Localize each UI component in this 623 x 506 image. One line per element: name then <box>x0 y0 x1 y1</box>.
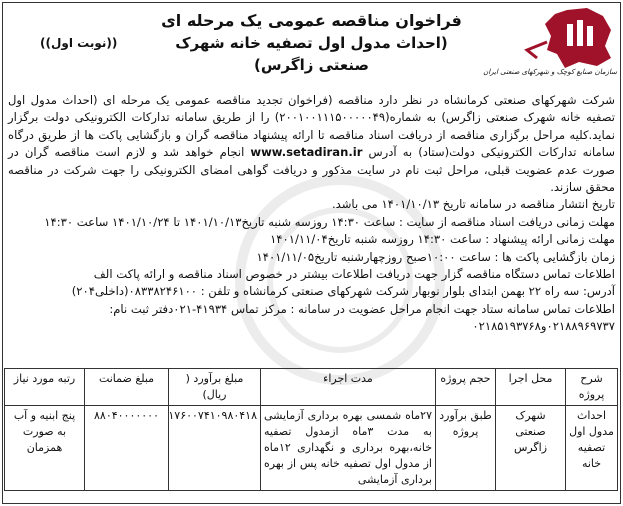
cell-estimate: ۱۷۶۰۰۷۴۱۰۹۸۰۴۱۸ <box>169 406 261 491</box>
logo-caption: سازمان صنایع کوچک و شهرکهای صنعتی ایران <box>483 68 617 76</box>
body-line-phone-numbers: ۰۲۱۸۸۹۶۹۷۳۷و۰۲۱۸۵۱۹۳۷۶۸ <box>472 319 615 334</box>
cell-location: شهرک صنعتی زاگرس <box>496 406 566 491</box>
intro-text-1: شرکت شهرکهای صنعتی کرمانشاه در نظر دارد مناقصه (فراخوان تجدید مناقصه عمومی یک مرحله ای (احداث مدول اول تصفیه خانه شهرک صنعتی زاگرس) به شماره(۲۰۰۱۰۰۱۱۱۵۰۰۰۰۰۴۹) را از طریق سامانه تدارکات الکترونیکی دولت برگزار نماید.کلیه مراحل برگزاری مناقصه از دریافت اسناد مناقصه تا ارائه پیشنهاد مناقصه گران و بازگشایی پاکت ها از طریق درگاه سامانه تدارکات الکترونیکی دولت(ستاد) به آدرس <box>8 93 616 160</box>
table-header-row <box>5 369 618 406</box>
intro-text-2: انجام خواهد شد و لازم است مناقصه گران در صورت عدم عضویت قبلی، مراحل ثبت نام در سایت مذکور و دریافت گواهی امضای الکترونیکی را جهت شرکت در مناقصه محقق سازند. <box>8 145 615 195</box>
organization-logo <box>483 6 617 84</box>
notice-body <box>8 92 615 336</box>
title-line-2: (احداث مدول اول تصفیه خانه شهرک صنعتی زاگرس) <box>175 34 448 74</box>
body-line-setad-contact: اطلاعات تماس سامانه ستاد جهت انجام مراحل عضویت در سامانه : مرکز تماس ۴۱۹۳۴-۰۲۱دفتر ثبت نام: <box>109 301 615 316</box>
setad-website-link[interactable]: www.setadiran.ir <box>250 145 363 160</box>
col-header-guarantee: مبلغ ضمانت <box>85 369 169 406</box>
body-line-opening-time: زمان بازگشایی پاکت ها : ساعت ۱۰:۰۰صبح روزچهارشنبه تاریخ۱۴۰۱/۱۱/۰۵ <box>256 249 615 264</box>
intro-paragraph <box>8 92 615 196</box>
tender-table <box>4 368 618 491</box>
round-label: ((نوبت اول)) <box>40 36 118 50</box>
col-header-estimate: مبلغ برآورد ( ریال) <box>169 369 261 406</box>
col-header-description: شرح پروژه <box>566 369 618 406</box>
body-line-contact-info: اطلاعات تماس دستگاه مناقصه گزار جهت دریافت اطلاعات بیشتر در خصوص اسناد مناقصه و ارائه پاکت الف <box>93 267 615 282</box>
body-line-docs-deadline: مهلت زمانی دریافت اسناد مناقصه از سایت : ساعت ۱۴:۳۰ روزسه شنبه تاریخ۱۴۰۱/۱۰/۱۳ تا ۱۴۰۱/۱۰/۲۴ ساعت ۱۴:۳۰ <box>44 214 615 229</box>
body-line-address: آدرس: سه راه ۲۲ بهمن ابتدای بلوار نوبهار شرکت شهرکهای صنعتی کرمانشاه و تلفن : ۰۸۳۳۸۲۴۶۱۰۰(داخلی۲۰۴) <box>71 284 615 299</box>
body-line-offer-deadline: مهلت زمانی ارائه پیشنهاد : ساعت ۱۴:۳۰ روزسه شنبه تاریخ۱۴۰۱/۱۱/۰۴ <box>270 232 615 247</box>
body-line-publish-date: تاریخ انتشار مناقصه در سامانه تاریخ ۱۴۰۱/۱۰/۱۳ می باشد. <box>331 197 615 212</box>
notice-title <box>150 10 473 76</box>
cell-duration: ۲۷ماه شمسی بهره برداری آزمایشی به مدت ۳ماه ازمدول تصفیه خانه،بهره برداری و نگهداری ۱۲ماه از مدول اول تصفیه خانه پس از بهره برداری آزمایشی <box>261 406 436 491</box>
cell-grade: پنج ابنیه و آب به صورت همزمان <box>5 406 85 491</box>
cell-volume: طبق برآورد پروژه <box>436 406 496 491</box>
cell-description: احداث مدول اول تصفیه خانه <box>566 406 618 491</box>
col-header-grade: رتبه مورد نیاز <box>5 369 85 406</box>
col-header-location: محل اجرا <box>496 369 566 406</box>
col-header-volume: حجم پروژه <box>436 369 496 406</box>
table-row <box>5 406 618 491</box>
cell-guarantee: ۸۸۰۴۰۰۰۰۰۰۰ <box>85 406 169 491</box>
title-line-1: فراخوان مناقصه عمومی یک مرحله ای <box>161 11 462 30</box>
col-header-duration: مدت اجراء <box>261 369 436 406</box>
